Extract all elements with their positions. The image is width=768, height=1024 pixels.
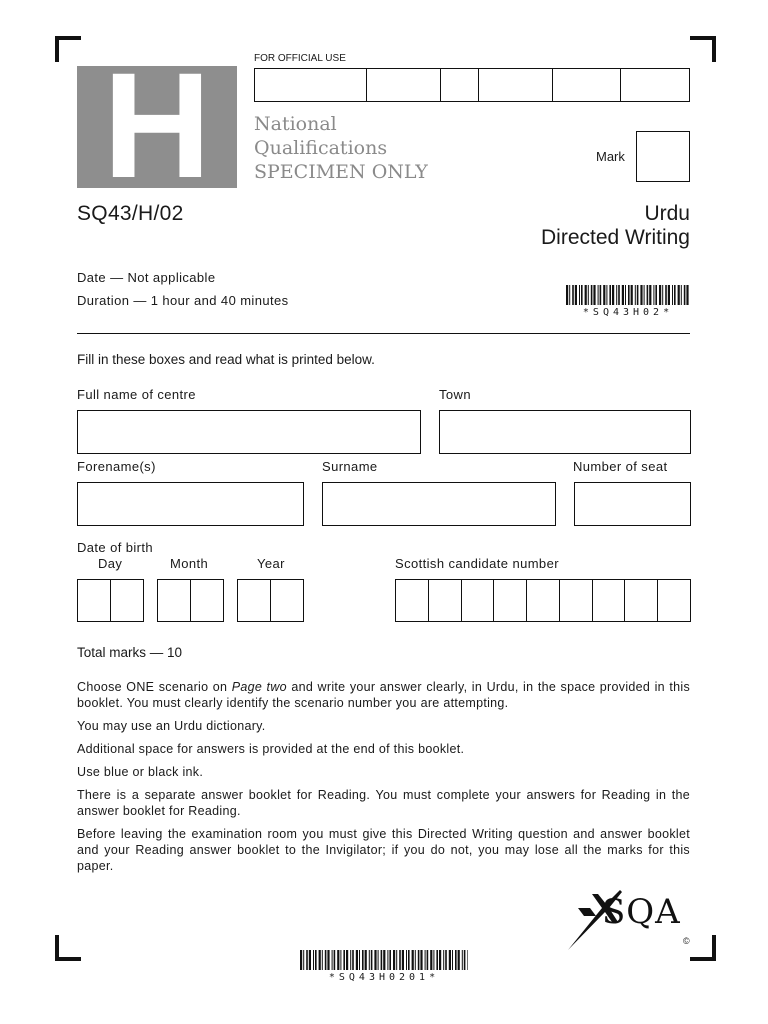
barcode-bar <box>668 285 670 305</box>
official-use-box <box>254 68 690 102</box>
month-label: Month <box>170 556 209 571</box>
digit-cell[interactable] <box>396 580 429 621</box>
barcode-bar <box>309 950 311 970</box>
instruction-scenario-page: Page two <box>231 680 287 694</box>
year-label: Year <box>257 556 285 571</box>
barcode-bar <box>350 950 351 970</box>
official-use-cell <box>367 69 441 101</box>
barcode-bar <box>322 950 323 970</box>
forename-label: Forename(s) <box>77 459 156 474</box>
instruction-reading-booklet: There is a separate answer booklet for Reading. You must complete your answers for Reading in the answer booklet for Reading. <box>77 788 690 818</box>
barcode-bar <box>628 285 630 305</box>
town-label: Town <box>439 387 471 402</box>
digit-cell[interactable] <box>238 580 271 621</box>
barcode-bar <box>389 950 391 970</box>
barcode-bar <box>662 285 663 305</box>
barcode-bar <box>575 285 577 305</box>
duration-line: Duration — 1 hour and 40 minutes <box>77 293 289 308</box>
barcode-bar <box>334 950 336 970</box>
barcode-bottom-text: *SQ43H0201* <box>328 972 440 983</box>
date-line: Date — Not applicable <box>77 270 216 285</box>
instruction-additional-space: Additional space for answers is provided at the end of this booklet. <box>77 742 465 756</box>
digit-cell[interactable] <box>78 580 111 621</box>
town-field[interactable] <box>439 410 691 454</box>
barcode-bar <box>449 950 451 970</box>
barcode-bar <box>439 950 441 970</box>
barcode-bar <box>332 950 333 970</box>
barcode-bar <box>674 285 676 305</box>
barcode-bar <box>369 950 370 970</box>
barcode-bar <box>378 950 379 970</box>
barcode-bar <box>637 285 639 305</box>
level-logo <box>77 66 237 188</box>
barcode-bar <box>600 285 602 305</box>
barcode-bar <box>387 950 388 970</box>
barcode-bar <box>464 950 466 970</box>
barcode-bar <box>653 285 654 305</box>
barcode-bar <box>365 950 367 970</box>
barcode-bar <box>396 950 397 970</box>
barcode-bar <box>598 285 599 305</box>
barcode-bar <box>374 950 376 970</box>
copyright-symbol: © <box>683 936 690 946</box>
digit-cell[interactable] <box>625 580 658 621</box>
barcode-bar <box>340 950 341 970</box>
barcode-bar <box>430 950 432 970</box>
barcode-bar <box>622 285 624 305</box>
barcode-bar <box>300 950 302 970</box>
barcode-bar <box>644 285 645 305</box>
centre-name-field[interactable] <box>77 410 421 454</box>
barcode-bar <box>381 950 383 970</box>
specimen-label: SPECIMEN ONLY <box>254 161 428 183</box>
instruction-scenario-b: and write your answer clearly, in Urdu, in the space provided in this booklet. You must clearly identify the scenario number you are attempting. <box>77 680 690 710</box>
digit-cell[interactable] <box>429 580 462 621</box>
barcode-bar <box>603 285 605 305</box>
digit-cell[interactable] <box>191 580 223 621</box>
barcode-bar <box>672 285 673 305</box>
barcode-bar <box>383 950 385 970</box>
barcode-bar <box>593 285 595 305</box>
candidate-number-label: Scottish candidate number <box>395 556 559 571</box>
level-letter: H <box>102 66 212 188</box>
qualification-title <box>254 112 428 184</box>
barcode-bar <box>303 950 304 970</box>
year-field[interactable] <box>237 579 304 622</box>
digit-cell[interactable] <box>271 580 303 621</box>
barcode-top-text: *SQ43H02* <box>582 307 674 318</box>
barcode-bar <box>640 285 642 305</box>
seat-label: Number of seat <box>573 459 668 474</box>
instruction-scenario-a: Choose ONE scenario on <box>77 680 232 694</box>
barcode-bar <box>406 950 407 970</box>
surname-field[interactable] <box>322 482 556 526</box>
barcode-bar <box>319 950 321 970</box>
barcode-bar <box>647 285 649 305</box>
digit-cell[interactable] <box>158 580 191 621</box>
barcode-bar <box>443 950 444 970</box>
barcode-bar <box>371 950 373 970</box>
seat-number-field[interactable] <box>574 482 691 526</box>
instruction-hand-in: Before leaving the examination room you must give this Directed Writing question and answer booklet and your Reading answer booklet to the Invigilator; if you do not, you may lose all the marks for this paper. <box>77 827 690 873</box>
barcode-bar <box>436 950 438 970</box>
day-field[interactable] <box>77 579 144 622</box>
barcode-bar <box>359 950 360 970</box>
barcode-bar <box>356 950 358 970</box>
barcode-bar <box>681 285 682 305</box>
barcode-bar <box>346 950 348 970</box>
paper-code: SQ43/H/02 <box>77 202 184 225</box>
barcode-bar <box>588 285 589 305</box>
day-label: Day <box>98 556 123 571</box>
sqa-logo-text: SQA <box>602 892 681 932</box>
barcode-bar <box>581 285 583 305</box>
digit-cell[interactable] <box>111 580 143 621</box>
crop-mark-bottom-right <box>690 935 716 961</box>
barcode-bar <box>566 285 568 305</box>
barcode-bar <box>649 285 651 305</box>
official-use-cell <box>479 69 553 101</box>
barcode-bar <box>399 950 401 970</box>
digit-cell[interactable] <box>494 580 527 621</box>
barcode-bar <box>572 285 574 305</box>
official-use-cell <box>255 69 367 101</box>
forename-field[interactable] <box>77 482 304 526</box>
barcode-bar <box>433 950 434 970</box>
barcode-bar <box>325 950 327 970</box>
barcode-bar <box>591 285 593 305</box>
official-use-label: FOR OFFICIAL USE <box>254 53 346 64</box>
instruction-scenario <box>77 679 690 711</box>
digit-cell[interactable] <box>527 580 560 621</box>
mark-label: Mark <box>596 149 625 164</box>
barcode-bar <box>408 950 410 970</box>
barcode-bar <box>665 285 667 305</box>
barcode-bar <box>412 950 414 970</box>
crop-mark-top-right <box>690 36 716 62</box>
divider <box>77 333 690 334</box>
paper-subject-block <box>541 202 690 250</box>
barcode-bar <box>458 950 460 970</box>
dob-label: Date of birth <box>77 540 154 555</box>
digit-cell[interactable] <box>560 580 593 621</box>
digit-cell[interactable] <box>658 580 690 621</box>
barcode-bar <box>462 950 463 970</box>
mark-box[interactable] <box>636 131 690 182</box>
total-marks: Total marks — 10 <box>77 645 183 660</box>
crop-mark-bottom-left <box>55 935 81 961</box>
official-use-cell <box>621 69 689 101</box>
barcode-bar <box>625 285 626 305</box>
barcode-bar <box>612 285 614 305</box>
instruction-ink: Use blue or black ink. <box>77 765 204 779</box>
barcode-bar <box>618 285 620 305</box>
month-field[interactable] <box>157 579 224 622</box>
barcode-bar <box>362 950 364 970</box>
official-use-cell <box>441 69 479 101</box>
barcode-bar <box>579 285 580 305</box>
barcode-bar <box>609 285 611 305</box>
qualification-line-2: Qualifications <box>254 137 388 159</box>
barcode-bar <box>686 285 688 305</box>
barcode-bar <box>684 285 686 305</box>
barcode-bar <box>452 950 453 970</box>
instruction-dictionary: You may use an Urdu dictionary. <box>77 719 266 733</box>
barcode-bar <box>313 950 314 970</box>
barcode-bar <box>352 950 354 970</box>
barcode-bar <box>418 950 420 970</box>
barcode-bar <box>445 950 447 970</box>
barcode-bar <box>425 950 426 970</box>
barcode-bar <box>569 285 570 305</box>
barcode-bar <box>635 285 636 305</box>
candidate-number-field[interactable] <box>395 579 691 622</box>
barcode-bottom <box>300 950 468 970</box>
barcode-bar <box>678 285 680 305</box>
barcode-top <box>566 285 690 305</box>
barcode-bar <box>427 950 429 970</box>
barcode-bar <box>420 950 422 970</box>
barcode-bar <box>315 950 317 970</box>
barcode-bar <box>402 950 404 970</box>
barcode-bar <box>455 950 457 970</box>
barcode-bar <box>337 950 339 970</box>
barcode-bar <box>585 285 587 305</box>
qualification-line-1: National <box>254 113 337 135</box>
barcode-bar <box>343 950 345 970</box>
barcode-bar <box>616 285 617 305</box>
surname-label: Surname <box>322 459 378 474</box>
digit-cell[interactable] <box>593 580 626 621</box>
barcode-bar <box>327 950 329 970</box>
barcode-bar <box>631 285 633 305</box>
centre-label: Full name of centre <box>77 387 196 402</box>
barcode-bar <box>306 950 308 970</box>
official-use-cell <box>553 69 621 101</box>
paper-title: Directed Writing <box>541 226 690 249</box>
barcode-bar <box>659 285 661 305</box>
barcode-bar <box>415 950 416 970</box>
digit-cell[interactable] <box>462 580 495 621</box>
barcode-bar <box>655 285 657 305</box>
barcode-bar <box>467 950 468 970</box>
barcode-bar <box>606 285 607 305</box>
crop-mark-top-left <box>55 36 81 62</box>
paper-subject: Urdu <box>644 202 690 225</box>
barcode-bar <box>393 950 395 970</box>
form-instruction: Fill in these boxes and read what is printed below. <box>77 352 375 367</box>
